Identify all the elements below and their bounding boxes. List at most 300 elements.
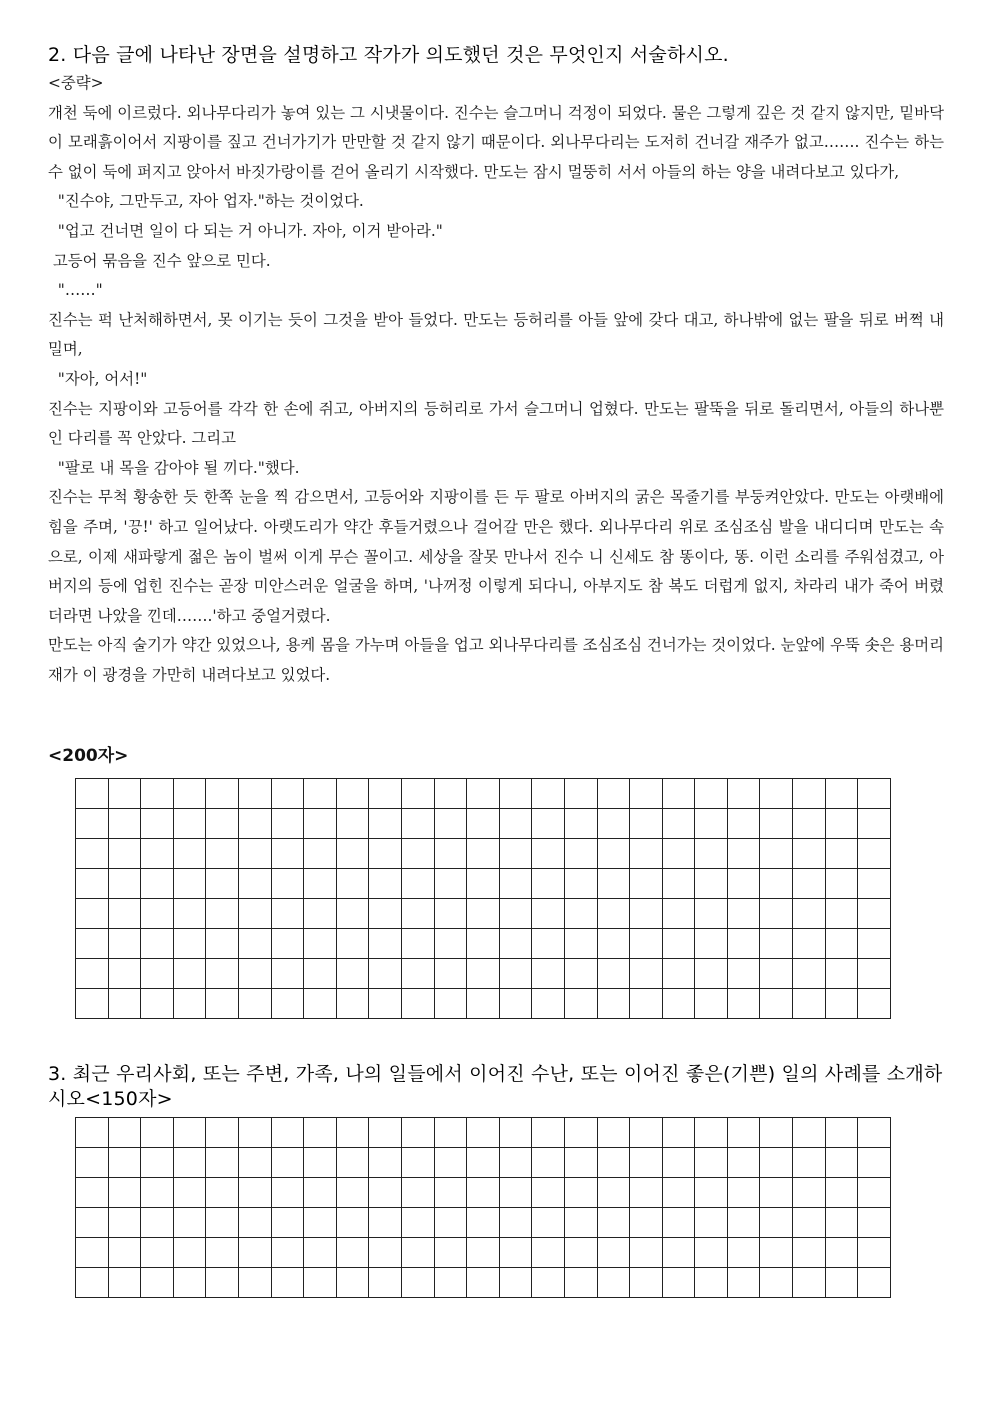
grid-cell[interactable] bbox=[271, 839, 304, 869]
grid-cell[interactable] bbox=[467, 899, 500, 929]
grid-cell[interactable] bbox=[825, 1238, 858, 1268]
grid-cell[interactable] bbox=[271, 1148, 304, 1178]
grid-cell[interactable] bbox=[401, 839, 434, 869]
grid-cell[interactable] bbox=[141, 839, 174, 869]
grid-cell[interactable] bbox=[467, 1238, 500, 1268]
grid-cell[interactable] bbox=[760, 839, 793, 869]
grid-cell[interactable] bbox=[173, 1268, 206, 1298]
grid-cell[interactable] bbox=[238, 1208, 271, 1238]
grid-cell[interactable] bbox=[206, 1178, 239, 1208]
grid-cell[interactable] bbox=[108, 1118, 141, 1148]
grid-cell[interactable] bbox=[141, 809, 174, 839]
grid-cell[interactable] bbox=[336, 1238, 369, 1268]
grid-cell[interactable] bbox=[467, 929, 500, 959]
grid-cell[interactable] bbox=[304, 929, 337, 959]
grid-cell[interactable] bbox=[532, 899, 565, 929]
grid-cell[interactable] bbox=[467, 1268, 500, 1298]
grid-cell[interactable] bbox=[108, 929, 141, 959]
grid-cell[interactable] bbox=[271, 1208, 304, 1238]
grid-cell[interactable] bbox=[760, 929, 793, 959]
grid-cell[interactable] bbox=[336, 839, 369, 869]
grid-cell[interactable] bbox=[304, 1118, 337, 1148]
grid-cell[interactable] bbox=[564, 1238, 597, 1268]
grid-cell[interactable] bbox=[336, 1268, 369, 1298]
grid-cell[interactable] bbox=[597, 929, 630, 959]
grid-cell[interactable] bbox=[206, 839, 239, 869]
grid-cell[interactable] bbox=[467, 1148, 500, 1178]
grid-cell[interactable] bbox=[499, 779, 532, 809]
grid-cell[interactable] bbox=[434, 869, 467, 899]
grid-cell[interactable] bbox=[760, 779, 793, 809]
grid-cell[interactable] bbox=[304, 779, 337, 809]
grid-cell[interactable] bbox=[434, 1118, 467, 1148]
grid-cell[interactable] bbox=[662, 1208, 695, 1238]
grid-cell[interactable] bbox=[206, 899, 239, 929]
answer-grid-q2[interactable] bbox=[75, 778, 891, 1019]
grid-cell[interactable] bbox=[304, 899, 337, 929]
grid-cell[interactable] bbox=[825, 1118, 858, 1148]
grid-cell[interactable] bbox=[238, 779, 271, 809]
grid-cell[interactable] bbox=[858, 899, 891, 929]
answer-grid-q3[interactable] bbox=[75, 1117, 891, 1298]
grid-cell[interactable] bbox=[825, 1208, 858, 1238]
grid-cell[interactable] bbox=[141, 1268, 174, 1298]
grid-cell[interactable] bbox=[662, 899, 695, 929]
grid-cell[interactable] bbox=[532, 1268, 565, 1298]
grid-cell[interactable] bbox=[597, 1148, 630, 1178]
grid-cell[interactable] bbox=[532, 1238, 565, 1268]
grid-cell[interactable] bbox=[662, 779, 695, 809]
grid-cell[interactable] bbox=[695, 1118, 728, 1148]
grid-cell[interactable] bbox=[825, 1268, 858, 1298]
grid-cell[interactable] bbox=[401, 809, 434, 839]
grid-cell[interactable] bbox=[141, 1118, 174, 1148]
grid-cell[interactable] bbox=[141, 929, 174, 959]
grid-cell[interactable] bbox=[499, 959, 532, 989]
grid-cell[interactable] bbox=[141, 1148, 174, 1178]
grid-cell[interactable] bbox=[858, 1238, 891, 1268]
grid-cell[interactable] bbox=[434, 899, 467, 929]
grid-cell[interactable] bbox=[401, 989, 434, 1019]
grid-cell[interactable] bbox=[727, 929, 760, 959]
grid-cell[interactable] bbox=[76, 959, 109, 989]
grid-cell[interactable] bbox=[108, 1238, 141, 1268]
grid-cell[interactable] bbox=[206, 1268, 239, 1298]
grid-cell[interactable] bbox=[858, 779, 891, 809]
grid-cell[interactable] bbox=[630, 899, 663, 929]
grid-cell[interactable] bbox=[695, 809, 728, 839]
grid-cell[interactable] bbox=[401, 779, 434, 809]
grid-cell[interactable] bbox=[564, 1118, 597, 1148]
grid-cell[interactable] bbox=[532, 989, 565, 1019]
grid-cell[interactable] bbox=[760, 809, 793, 839]
grid-cell[interactable] bbox=[532, 959, 565, 989]
grid-cell[interactable] bbox=[434, 989, 467, 1019]
grid-cell[interactable] bbox=[532, 779, 565, 809]
grid-cell[interactable] bbox=[597, 1118, 630, 1148]
grid-cell[interactable] bbox=[662, 929, 695, 959]
grid-cell[interactable] bbox=[467, 809, 500, 839]
grid-cell[interactable] bbox=[336, 1148, 369, 1178]
grid-cell[interactable] bbox=[401, 869, 434, 899]
grid-cell[interactable] bbox=[108, 1178, 141, 1208]
grid-cell[interactable] bbox=[467, 1178, 500, 1208]
grid-cell[interactable] bbox=[532, 869, 565, 899]
grid-cell[interactable] bbox=[238, 869, 271, 899]
grid-cell[interactable] bbox=[793, 839, 826, 869]
grid-cell[interactable] bbox=[76, 809, 109, 839]
grid-cell[interactable] bbox=[336, 899, 369, 929]
grid-cell[interactable] bbox=[238, 1178, 271, 1208]
grid-cell[interactable] bbox=[434, 1208, 467, 1238]
grid-cell[interactable] bbox=[564, 899, 597, 929]
grid-cell[interactable] bbox=[662, 869, 695, 899]
grid-cell[interactable] bbox=[499, 1238, 532, 1268]
grid-cell[interactable] bbox=[369, 869, 402, 899]
grid-cell[interactable] bbox=[141, 989, 174, 1019]
grid-cell[interactable] bbox=[434, 1178, 467, 1208]
grid-cell[interactable] bbox=[401, 1268, 434, 1298]
grid-cell[interactable] bbox=[108, 1208, 141, 1238]
grid-cell[interactable] bbox=[369, 959, 402, 989]
grid-cell[interactable] bbox=[858, 869, 891, 899]
grid-cell[interactable] bbox=[173, 1148, 206, 1178]
grid-cell[interactable] bbox=[434, 929, 467, 959]
grid-cell[interactable] bbox=[369, 1268, 402, 1298]
grid-cell[interactable] bbox=[304, 1148, 337, 1178]
grid-cell[interactable] bbox=[760, 1238, 793, 1268]
grid-cell[interactable] bbox=[793, 1178, 826, 1208]
grid-cell[interactable] bbox=[401, 1208, 434, 1238]
grid-cell[interactable] bbox=[630, 1238, 663, 1268]
grid-cell[interactable] bbox=[532, 809, 565, 839]
grid-cell[interactable] bbox=[564, 1178, 597, 1208]
grid-cell[interactable] bbox=[434, 1268, 467, 1298]
grid-cell[interactable] bbox=[304, 1208, 337, 1238]
grid-cell[interactable] bbox=[695, 1268, 728, 1298]
grid-cell[interactable] bbox=[793, 1268, 826, 1298]
grid-cell[interactable] bbox=[76, 869, 109, 899]
grid-cell[interactable] bbox=[467, 869, 500, 899]
grid-cell[interactable] bbox=[630, 1178, 663, 1208]
grid-cell[interactable] bbox=[597, 1208, 630, 1238]
grid-cell[interactable] bbox=[467, 839, 500, 869]
grid-cell[interactable] bbox=[336, 779, 369, 809]
grid-cell[interactable] bbox=[238, 899, 271, 929]
grid-cell[interactable] bbox=[499, 869, 532, 899]
grid-cell[interactable] bbox=[238, 989, 271, 1019]
grid-cell[interactable] bbox=[564, 839, 597, 869]
grid-cell[interactable] bbox=[304, 1178, 337, 1208]
grid-cell[interactable] bbox=[76, 899, 109, 929]
grid-cell[interactable] bbox=[271, 1178, 304, 1208]
grid-cell[interactable] bbox=[206, 869, 239, 899]
grid-cell[interactable] bbox=[597, 989, 630, 1019]
grid-cell[interactable] bbox=[597, 1268, 630, 1298]
grid-cell[interactable] bbox=[630, 1118, 663, 1148]
grid-cell[interactable] bbox=[597, 809, 630, 839]
grid-cell[interactable] bbox=[206, 959, 239, 989]
grid-cell[interactable] bbox=[630, 1268, 663, 1298]
grid-cell[interactable] bbox=[401, 959, 434, 989]
grid-cell[interactable] bbox=[630, 959, 663, 989]
grid-cell[interactable] bbox=[108, 839, 141, 869]
grid-cell[interactable] bbox=[108, 1268, 141, 1298]
grid-cell[interactable] bbox=[695, 779, 728, 809]
grid-cell[interactable] bbox=[336, 1178, 369, 1208]
grid-cell[interactable] bbox=[173, 989, 206, 1019]
grid-cell[interactable] bbox=[173, 899, 206, 929]
grid-cell[interactable] bbox=[76, 1238, 109, 1268]
grid-cell[interactable] bbox=[793, 899, 826, 929]
grid-cell[interactable] bbox=[662, 1178, 695, 1208]
grid-cell[interactable] bbox=[238, 1118, 271, 1148]
grid-cell[interactable] bbox=[271, 1118, 304, 1148]
grid-cell[interactable] bbox=[630, 839, 663, 869]
grid-cell[interactable] bbox=[532, 1148, 565, 1178]
grid-cell[interactable] bbox=[760, 1118, 793, 1148]
grid-cell[interactable] bbox=[108, 959, 141, 989]
grid-cell[interactable] bbox=[564, 809, 597, 839]
grid-cell[interactable] bbox=[369, 929, 402, 959]
grid-cell[interactable] bbox=[727, 779, 760, 809]
grid-cell[interactable] bbox=[304, 959, 337, 989]
grid-cell[interactable] bbox=[630, 929, 663, 959]
grid-cell[interactable] bbox=[825, 809, 858, 839]
grid-cell[interactable] bbox=[793, 869, 826, 899]
grid-cell[interactable] bbox=[727, 1238, 760, 1268]
grid-cell[interactable] bbox=[695, 1178, 728, 1208]
grid-cell[interactable] bbox=[467, 1118, 500, 1148]
grid-cell[interactable] bbox=[532, 1118, 565, 1148]
grid-cell[interactable] bbox=[467, 1208, 500, 1238]
grid-cell[interactable] bbox=[141, 1208, 174, 1238]
grid-cell[interactable] bbox=[695, 1208, 728, 1238]
grid-cell[interactable] bbox=[271, 809, 304, 839]
grid-cell[interactable] bbox=[304, 989, 337, 1019]
grid-cell[interactable] bbox=[173, 869, 206, 899]
grid-cell[interactable] bbox=[401, 1238, 434, 1268]
grid-cell[interactable] bbox=[499, 989, 532, 1019]
grid-cell[interactable] bbox=[499, 929, 532, 959]
grid-cell[interactable] bbox=[858, 1118, 891, 1148]
grid-cell[interactable] bbox=[173, 929, 206, 959]
grid-cell[interactable] bbox=[434, 779, 467, 809]
grid-cell[interactable] bbox=[727, 959, 760, 989]
grid-cell[interactable] bbox=[793, 1148, 826, 1178]
grid-cell[interactable] bbox=[238, 1268, 271, 1298]
grid-cell[interactable] bbox=[499, 899, 532, 929]
grid-cell[interactable] bbox=[76, 1268, 109, 1298]
grid-cell[interactable] bbox=[499, 1208, 532, 1238]
grid-cell[interactable] bbox=[760, 1148, 793, 1178]
grid-cell[interactable] bbox=[564, 929, 597, 959]
grid-cell[interactable] bbox=[727, 809, 760, 839]
grid-cell[interactable] bbox=[499, 1178, 532, 1208]
grid-cell[interactable] bbox=[727, 1268, 760, 1298]
grid-cell[interactable] bbox=[825, 779, 858, 809]
grid-cell[interactable] bbox=[760, 1208, 793, 1238]
grid-cell[interactable] bbox=[369, 839, 402, 869]
grid-cell[interactable] bbox=[858, 1268, 891, 1298]
grid-cell[interactable] bbox=[695, 959, 728, 989]
grid-cell[interactable] bbox=[532, 929, 565, 959]
grid-cell[interactable] bbox=[76, 989, 109, 1019]
grid-cell[interactable] bbox=[564, 959, 597, 989]
grid-cell[interactable] bbox=[597, 959, 630, 989]
grid-cell[interactable] bbox=[662, 959, 695, 989]
grid-cell[interactable] bbox=[206, 809, 239, 839]
grid-cell[interactable] bbox=[108, 809, 141, 839]
grid-cell[interactable] bbox=[141, 869, 174, 899]
grid-cell[interactable] bbox=[76, 929, 109, 959]
grid-cell[interactable] bbox=[304, 869, 337, 899]
grid-cell[interactable] bbox=[825, 869, 858, 899]
grid-cell[interactable] bbox=[793, 1208, 826, 1238]
grid-cell[interactable] bbox=[499, 1148, 532, 1178]
grid-cell[interactable] bbox=[825, 899, 858, 929]
grid-cell[interactable] bbox=[467, 779, 500, 809]
grid-cell[interactable] bbox=[825, 989, 858, 1019]
grid-cell[interactable] bbox=[401, 1148, 434, 1178]
grid-cell[interactable] bbox=[858, 989, 891, 1019]
grid-cell[interactable] bbox=[141, 959, 174, 989]
grid-cell[interactable] bbox=[304, 809, 337, 839]
grid-cell[interactable] bbox=[369, 1148, 402, 1178]
grid-cell[interactable] bbox=[727, 1178, 760, 1208]
grid-cell[interactable] bbox=[173, 1178, 206, 1208]
grid-cell[interactable] bbox=[825, 929, 858, 959]
grid-cell[interactable] bbox=[662, 809, 695, 839]
grid-cell[interactable] bbox=[434, 839, 467, 869]
grid-cell[interactable] bbox=[141, 779, 174, 809]
grid-cell[interactable] bbox=[695, 869, 728, 899]
grid-cell[interactable] bbox=[369, 989, 402, 1019]
grid-cell[interactable] bbox=[369, 1238, 402, 1268]
grid-cell[interactable] bbox=[206, 1208, 239, 1238]
grid-cell[interactable] bbox=[597, 839, 630, 869]
grid-cell[interactable] bbox=[793, 959, 826, 989]
grid-cell[interactable] bbox=[793, 809, 826, 839]
grid-cell[interactable] bbox=[304, 1238, 337, 1268]
grid-cell[interactable] bbox=[76, 1208, 109, 1238]
grid-cell[interactable] bbox=[206, 779, 239, 809]
grid-cell[interactable] bbox=[564, 779, 597, 809]
grid-cell[interactable] bbox=[369, 1208, 402, 1238]
grid-cell[interactable] bbox=[662, 1148, 695, 1178]
grid-cell[interactable] bbox=[793, 779, 826, 809]
grid-cell[interactable] bbox=[858, 839, 891, 869]
grid-cell[interactable] bbox=[173, 1208, 206, 1238]
grid-cell[interactable] bbox=[662, 1238, 695, 1268]
grid-cell[interactable] bbox=[760, 869, 793, 899]
grid-cell[interactable] bbox=[238, 1148, 271, 1178]
grid-cell[interactable] bbox=[597, 779, 630, 809]
grid-cell[interactable] bbox=[401, 1118, 434, 1148]
grid-cell[interactable] bbox=[760, 1178, 793, 1208]
grid-cell[interactable] bbox=[271, 1238, 304, 1268]
grid-cell[interactable] bbox=[173, 779, 206, 809]
grid-cell[interactable] bbox=[630, 779, 663, 809]
grid-cell[interactable] bbox=[238, 929, 271, 959]
grid-cell[interactable] bbox=[695, 989, 728, 1019]
grid-cell[interactable] bbox=[662, 839, 695, 869]
grid-cell[interactable] bbox=[434, 959, 467, 989]
grid-cell[interactable] bbox=[564, 1148, 597, 1178]
grid-cell[interactable] bbox=[564, 1268, 597, 1298]
grid-cell[interactable] bbox=[499, 839, 532, 869]
grid-cell[interactable] bbox=[336, 1208, 369, 1238]
grid-cell[interactable] bbox=[434, 809, 467, 839]
grid-cell[interactable] bbox=[434, 1238, 467, 1268]
grid-cell[interactable] bbox=[401, 1178, 434, 1208]
grid-cell[interactable] bbox=[630, 989, 663, 1019]
grid-cell[interactable] bbox=[662, 989, 695, 1019]
grid-cell[interactable] bbox=[727, 989, 760, 1019]
grid-cell[interactable] bbox=[695, 899, 728, 929]
grid-cell[interactable] bbox=[206, 1238, 239, 1268]
grid-cell[interactable] bbox=[336, 959, 369, 989]
grid-cell[interactable] bbox=[793, 929, 826, 959]
grid-cell[interactable] bbox=[76, 839, 109, 869]
grid-cell[interactable] bbox=[825, 839, 858, 869]
grid-cell[interactable] bbox=[858, 959, 891, 989]
grid-cell[interactable] bbox=[858, 1148, 891, 1178]
grid-cell[interactable] bbox=[825, 1178, 858, 1208]
grid-cell[interactable] bbox=[271, 869, 304, 899]
grid-cell[interactable] bbox=[858, 1208, 891, 1238]
grid-cell[interactable] bbox=[76, 1178, 109, 1208]
grid-cell[interactable] bbox=[206, 1118, 239, 1148]
grid-cell[interactable] bbox=[434, 1148, 467, 1178]
grid-cell[interactable] bbox=[336, 869, 369, 899]
grid-cell[interactable] bbox=[793, 1238, 826, 1268]
grid-cell[interactable] bbox=[369, 1178, 402, 1208]
grid-cell[interactable] bbox=[760, 989, 793, 1019]
grid-cell[interactable] bbox=[858, 809, 891, 839]
grid-cell[interactable] bbox=[336, 989, 369, 1019]
grid-cell[interactable] bbox=[727, 1148, 760, 1178]
grid-cell[interactable] bbox=[271, 1268, 304, 1298]
grid-cell[interactable] bbox=[238, 1238, 271, 1268]
grid-cell[interactable] bbox=[76, 1118, 109, 1148]
grid-cell[interactable] bbox=[304, 839, 337, 869]
grid-cell[interactable] bbox=[630, 809, 663, 839]
grid-cell[interactable] bbox=[304, 1268, 337, 1298]
grid-cell[interactable] bbox=[369, 779, 402, 809]
grid-cell[interactable] bbox=[695, 1148, 728, 1178]
grid-cell[interactable] bbox=[401, 929, 434, 959]
grid-cell[interactable] bbox=[173, 959, 206, 989]
grid-cell[interactable] bbox=[206, 1148, 239, 1178]
grid-cell[interactable] bbox=[499, 809, 532, 839]
grid-cell[interactable] bbox=[597, 869, 630, 899]
grid-cell[interactable] bbox=[597, 899, 630, 929]
grid-cell[interactable] bbox=[597, 1238, 630, 1268]
grid-cell[interactable] bbox=[271, 779, 304, 809]
grid-cell[interactable] bbox=[336, 809, 369, 839]
grid-cell[interactable] bbox=[271, 929, 304, 959]
grid-cell[interactable] bbox=[206, 989, 239, 1019]
grid-cell[interactable] bbox=[760, 899, 793, 929]
grid-cell[interactable] bbox=[597, 1178, 630, 1208]
grid-cell[interactable] bbox=[238, 839, 271, 869]
grid-cell[interactable] bbox=[499, 1268, 532, 1298]
grid-cell[interactable] bbox=[467, 959, 500, 989]
grid-cell[interactable] bbox=[238, 809, 271, 839]
grid-cell[interactable] bbox=[108, 1148, 141, 1178]
grid-cell[interactable] bbox=[141, 899, 174, 929]
